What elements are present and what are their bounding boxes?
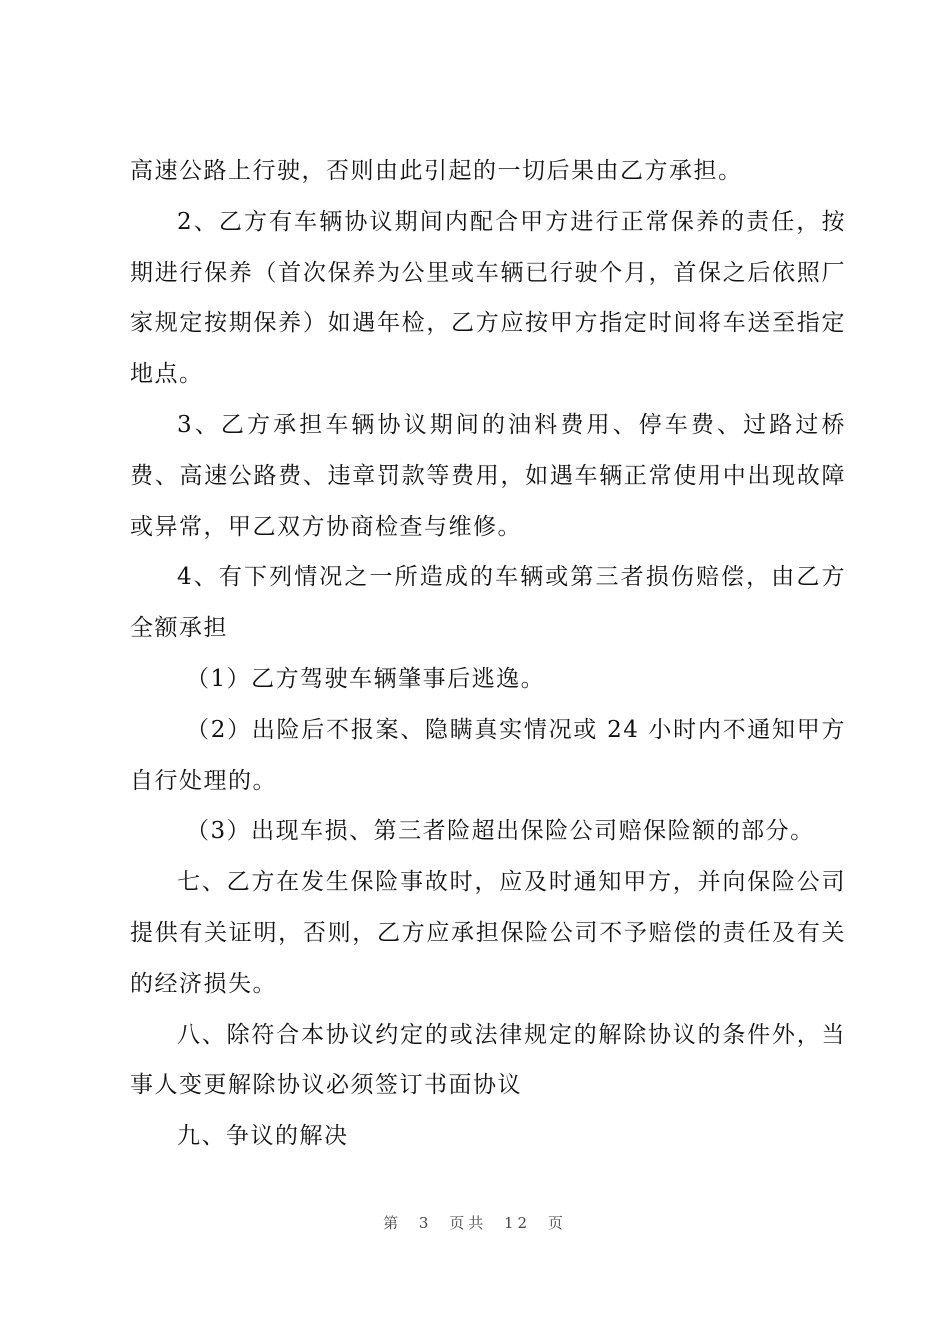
page-number-footer: 第 3 页共 12 页: [383, 1214, 567, 1232]
paragraph-section-9: 九、争议的解决: [177, 1123, 349, 1150]
paragraph-section-7: 七、乙方在发生保险事故时，应及时通知甲方，并向保险公司提供有关证明，否则，乙方应承担保险公司不予赔偿的责任及有关的经济损失。: [130, 869, 846, 997]
document-body: [130, 146, 846, 1162]
paragraph-clause-2: 2、乙方有车辆协议期间内配合甲方进行正常保养的责任，按期进行保养（首次保养为公里或车辆已行驶个月，首保之后依照厂家规定按期保养）如遇年检，乙方应按甲方指定时间将车送至指定地点。: [130, 208, 846, 388]
paragraph-continuation: 高速公路上行驶，否则由此引起的一切后果由乙方承担。: [130, 158, 743, 184]
paragraph-item-2: （2）出险后不报案、隐瞒真实情况或 24 小时内不通知甲方自行处理的。: [130, 716, 846, 794]
paragraph-clause-4: 4、有下列情况之一所造成的车辆或第三者损伤赔偿，由乙方全额承担: [130, 564, 846, 642]
paragraph-item-3: （3）出现车损、第三者险超出保险公司赔保险额的部分。: [186, 818, 815, 845]
paragraph-section-8: 八、除符合本协议约定的或法律规定的解除协议的条件外，当事人变更解除协议必须签订书面协议: [130, 1021, 846, 1099]
paragraph-item-1: （1）乙方驾驶车辆肇事后逃逸。: [186, 665, 546, 692]
paragraph-clause-3: 3、乙方承担车辆协议期间的油料费用、停车费、过路过桥费、高速公路费、违章罚款等费用，如遇车辆正常使用中出现故障或异常，甲乙双方协商检查与维修。: [130, 411, 846, 540]
